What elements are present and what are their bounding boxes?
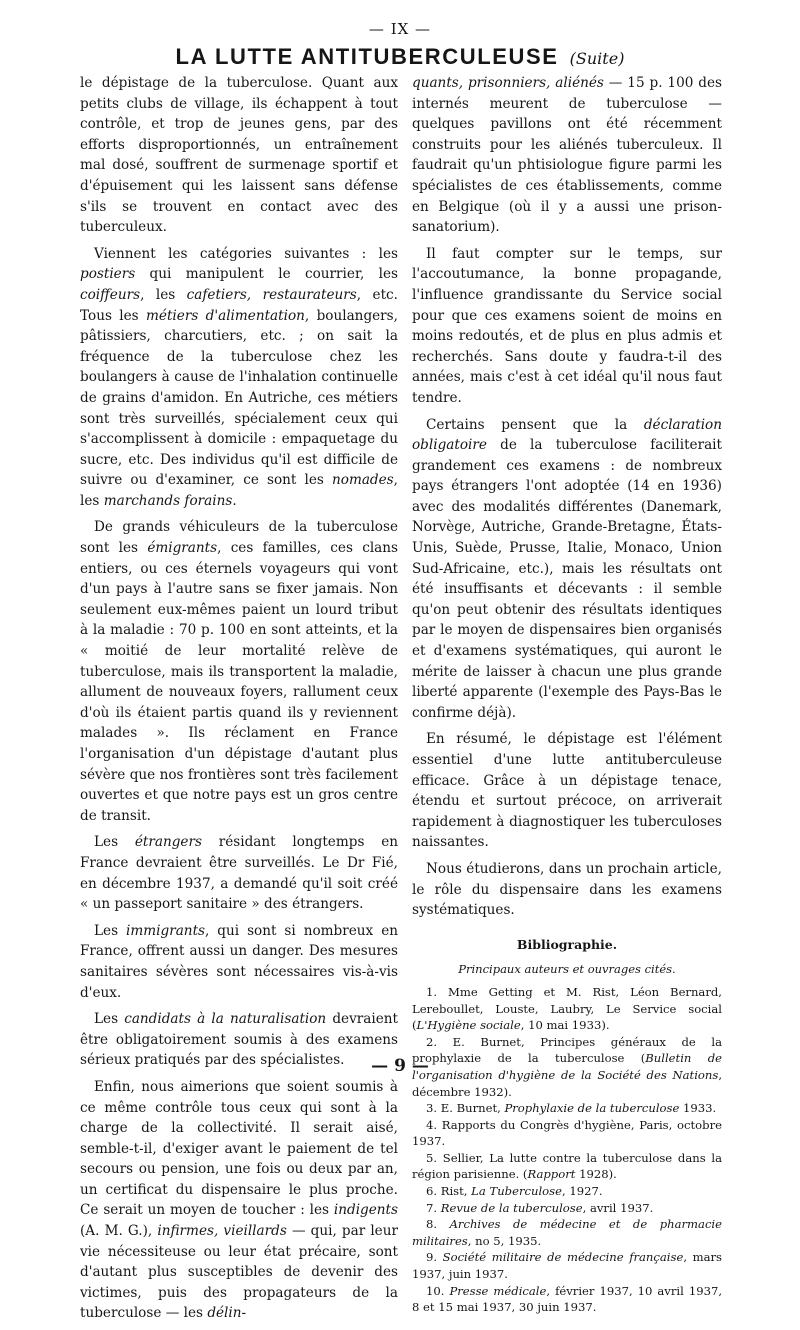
bibliography xyxy=(412,935,722,1316)
reference-item: 4. Rapports du Congrès d'hygiène, Paris, octobre 1937. xyxy=(412,1117,722,1149)
paragraph: Enfin, nous aimerions que soient soumis à ce même contrôle tous ceux qui sont à la charge de la collectivité. Il serait aisé, semble-t-il, d'exiger avant le paiement de tel secours ou pension, une fois ou deux par an, un certificat du dispensaire le plus proche. Ce serait un moyen de toucher : les indigents (A. M. G.), infirmes, vieillards — qui, par leur vie nécessiteuse ou leur état précaire, sont d'autant plus susceptibles de devenir des victimes, puis des propagateurs de la tuberculose — les délin- xyxy=(80,1078,398,1322)
left-column xyxy=(80,73,398,1330)
paragraph: De grands véhiculeurs de la tuberculose sont les émigrants, ces familles, ces clans entiers, ou ces éternels voyageurs qui vont d'un pays à l'autre sans se fixer jamais. Non seulement eux-mêmes paient un lourd tribut à la maladie : 70 p. 100 en sont atteints, et la « moitié de leur mortalité relève de tuberculose, mais ils transportent la maladie, allument de nouveaux foyers, rallument ceux d'où ils étaient partis quand ils y reviennent malades ». Ils réclament en France l'organisation d'un dépistage d'autant plus sévère que nos frontières sont très facilement ouvertes et que notre pays est un gros centre de transit. xyxy=(80,519,398,824)
reference-item: 8. Archives de médecine et de pharmacie militaires, no 5, 1935. xyxy=(412,1217,723,1248)
reference-list xyxy=(412,984,722,1316)
roman-page-number: — IX — xyxy=(368,20,432,38)
paragraph: Viennent les catégories suivantes : les postiers qui manipulent le courrier, les coiffeurs, les cafetiers, restaurateurs, etc. Tous les métiers d'alimentation, boulangers, pâtissiers, charcutiers, etc. ; on sait la fréquence de la tuberculose chez les boulangers à cause de l'inhalation continuelle de grains d'amidon. En Autriche, ces métiers sont très surveillés, spécialement ceux qui s'accomplissent à domicile : empaquetage du sucre, etc. Des individus qu'il est difficile de suivre ou d'examiner, ce sont les nomades, les marchands forains. xyxy=(80,245,398,509)
article-title-suffix: (Suite) xyxy=(569,49,625,68)
paragraph: Les étrangers résidant longtemps en France devraient être surveillés. Le Dr Fié, en décembre 1937, a demandé qu'il soit créé « un passeport sanitaire » des étrangers. xyxy=(80,834,398,913)
paragraph: En résumé, le dépistage est l'élément essentiel d'une lutte antituberculeuse efficace. Grâce à un dépistage tenace, étendu et surtout précoce, on arriverait rapidement à diagnostiquer les tuberculoses naissantes. xyxy=(412,731,722,851)
paragraph: Nous étudierons, dans un prochain article, le rôle du dispensaire dans les examens systématiques. xyxy=(412,860,722,919)
paragraph: quants, prisonniers, aliénés — 15 p. 100 des internés meurent de tuberculose — quelques pavillons ont été récemment construits pour les aliénés tuberculeux. Il faudrait qu'un phtisiologue figure parmi les spécialistes de ces établissements, comme en Belgique (où il y a aussi une prison-sanatorium). xyxy=(412,75,722,236)
bibliography-title: Bibliographie. xyxy=(516,936,618,952)
paragraph: le dépistage de la tuberculose. Quant aux petits clubs de village, ils échappent à tout contrôle, et trop de jeunes gens, par des efforts disproportionnés, un entraînement mal dosé, souffrent de surmenage sportif et d'épuisement qui les laissent sans défense s'ils se trouvent en contact avec des tuberculeux. xyxy=(80,75,398,236)
paragraph: Il faut compter sur le temps, sur l'accoutumance, la bonne propagande, l'influence grandissante du Service social pour que ces examens soient de moins en moins redoutés, et de plus en plus admis et recherchés. Sans doute y faudra-t-il des années, mais c'est à cet idéal qu'il nous faut tendre. xyxy=(412,245,722,406)
reference-item: 5. Sellier, La lutte contre la tuberculose dans la région parisienne. (Rapport 1928). xyxy=(412,1150,722,1182)
page-number: — 9 — xyxy=(371,1056,429,1076)
bibliography-subtitle: Principaux auteurs et ouvrages cités. xyxy=(458,962,676,977)
paragraph: Certains pensent que la déclaration obligatoire de la tuberculose faciliterait grandement ces examens : de nombreux pays étrangers l'ont adoptée (14 en 1936) avec des modalités différentes (Danemark, Norvège, Autriche, Grande-Bretagne, États-Unis, Suède, Prusse, Italie, Monaco, Union Sud-Africaine, etc.), mais les résultats ont été insuffisants et décevants : il semble qu'on peut obtenir des résultats identiques par le moyen de dispensaires bien organisés et d'examens systématiques, qui auront le mérite de laisser à chacun une plus grande liberté apparente (l'exemple des Pays-Bas le confirme déjà). xyxy=(412,416,722,721)
page-header xyxy=(0,44,800,70)
article-title: LA LUTTE ANTITUBERCULEUSE xyxy=(175,44,559,69)
paragraph: Les candidats à la naturalisation devraient être obligatoirement soumis à des examens sérieux pratiqués par des spécialistes. xyxy=(80,1011,398,1069)
reference-item: 10. Presse médicale, février 1937, 10 avril 1937, 8 et 15 mai 1937, 30 juin 1937. xyxy=(412,1283,723,1315)
right-column xyxy=(412,73,722,1316)
reference-item: 1. Mme Getting et M. Rist, Léon Bernard, Lereboullet, Louste, Laubry, Le Service social (L'Hygiène sociale, 10 mai 1933). xyxy=(412,984,722,1033)
reference-item: 2. E. Burnet, Principes généraux de la prophylaxie de la tuberculose (Bulletin de l'organisation d'hygiène de la Société des Nations, décembre 1932). xyxy=(412,1034,722,1099)
reference-item: 3. E. Burnet, Prophylaxie de la tuberculose 1933. xyxy=(426,1101,717,1116)
paragraph: Les immigrants, qui sont si nombreux en France, offrent aussi un danger. Des mesures sanitaires sévères sont nécessaires vis-à-vis d'eux. xyxy=(80,922,398,1001)
reference-item: 6. Rist, La Tuberculose, 1927. xyxy=(426,1184,603,1199)
reference-item: 9. Société militaire de médecine française, mars 1937, juin 1937. xyxy=(412,1250,722,1282)
reference-item: 7. Revue de la tuberculose, avril 1937. xyxy=(426,1200,654,1215)
